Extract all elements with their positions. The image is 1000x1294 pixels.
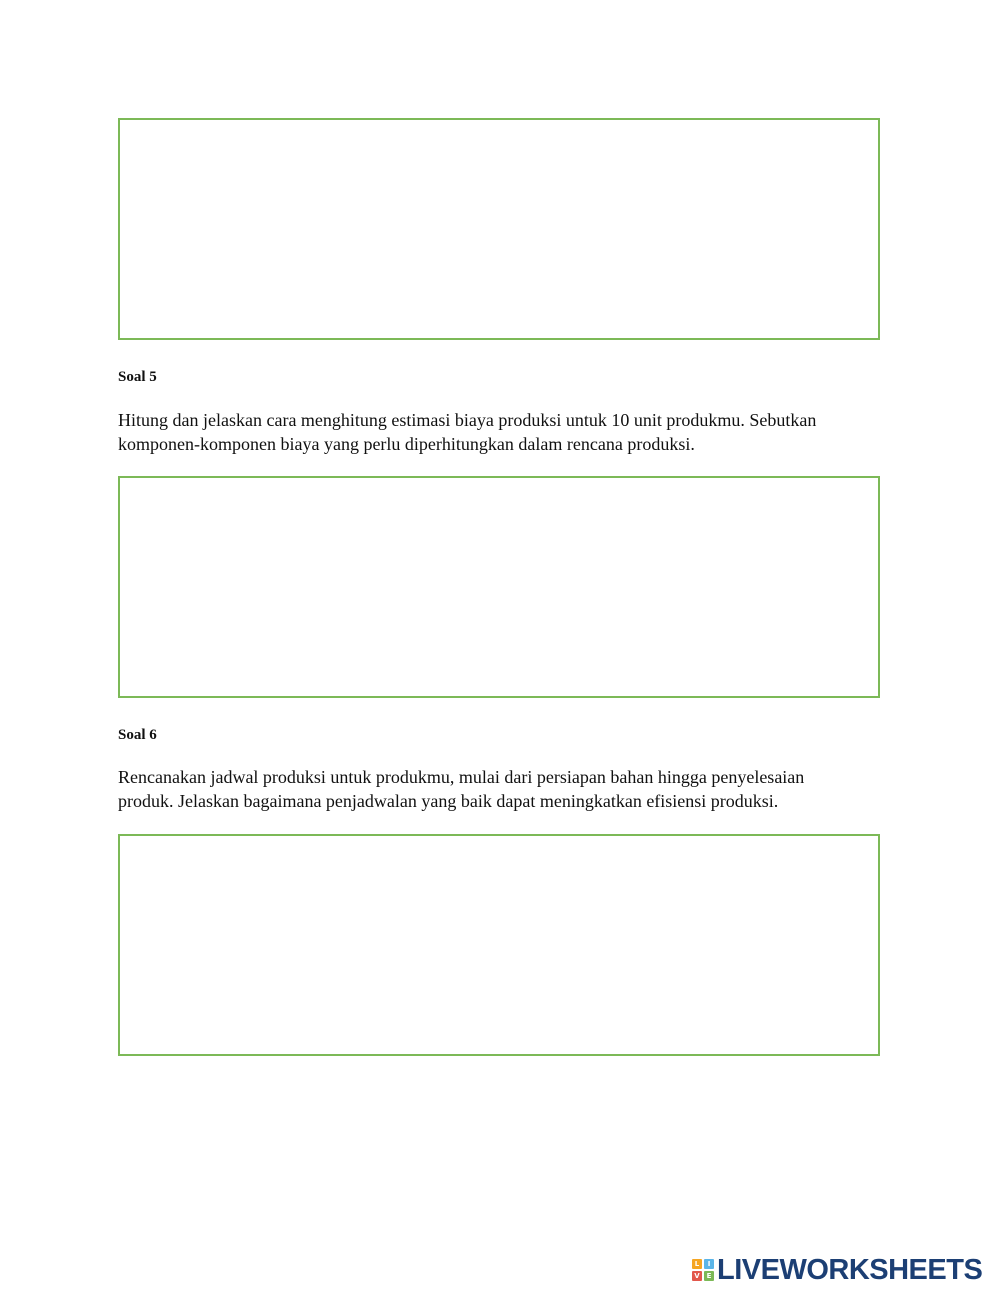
logo-text: LIVEWORKSHEETS bbox=[717, 1254, 983, 1286]
logo-mark-letter-l: L bbox=[692, 1259, 702, 1269]
question-5-line-2: komponen-komponen biaya yang perlu diperhitungkan dalam rencana produksi. bbox=[118, 434, 695, 454]
answer-box-4[interactable] bbox=[118, 118, 880, 340]
question-6-line-1: Rencanakan jadwal produksi untuk produkmu, mulai dari persiapan bahan hingga penyelesaian bbox=[118, 767, 805, 787]
question-5-text bbox=[118, 408, 888, 456]
question-6-title: Soal 6 bbox=[118, 727, 157, 743]
logo-mark-letter-i: I bbox=[704, 1259, 714, 1269]
answer-box-6[interactable] bbox=[118, 834, 880, 1056]
question-6-line-2: produk. Jelaskan bagaimana penjadwalan yang baik dapat meningkatkan efisiensi produksi. bbox=[118, 791, 779, 811]
question-5-title: Soal 5 bbox=[118, 369, 157, 385]
logo-mark-icon bbox=[692, 1259, 714, 1281]
answer-box-5[interactable] bbox=[118, 476, 880, 698]
logo-mark-letter-v: V bbox=[692, 1271, 702, 1281]
liveworksheets-logo bbox=[692, 1255, 982, 1285]
question-6-text bbox=[118, 765, 888, 813]
logo-mark-letter-e: E bbox=[704, 1271, 714, 1281]
question-5-line-1: Hitung dan jelaskan cara menghitung estimasi biaya produksi untuk 10 unit produkmu. Sebutkan bbox=[118, 410, 817, 430]
